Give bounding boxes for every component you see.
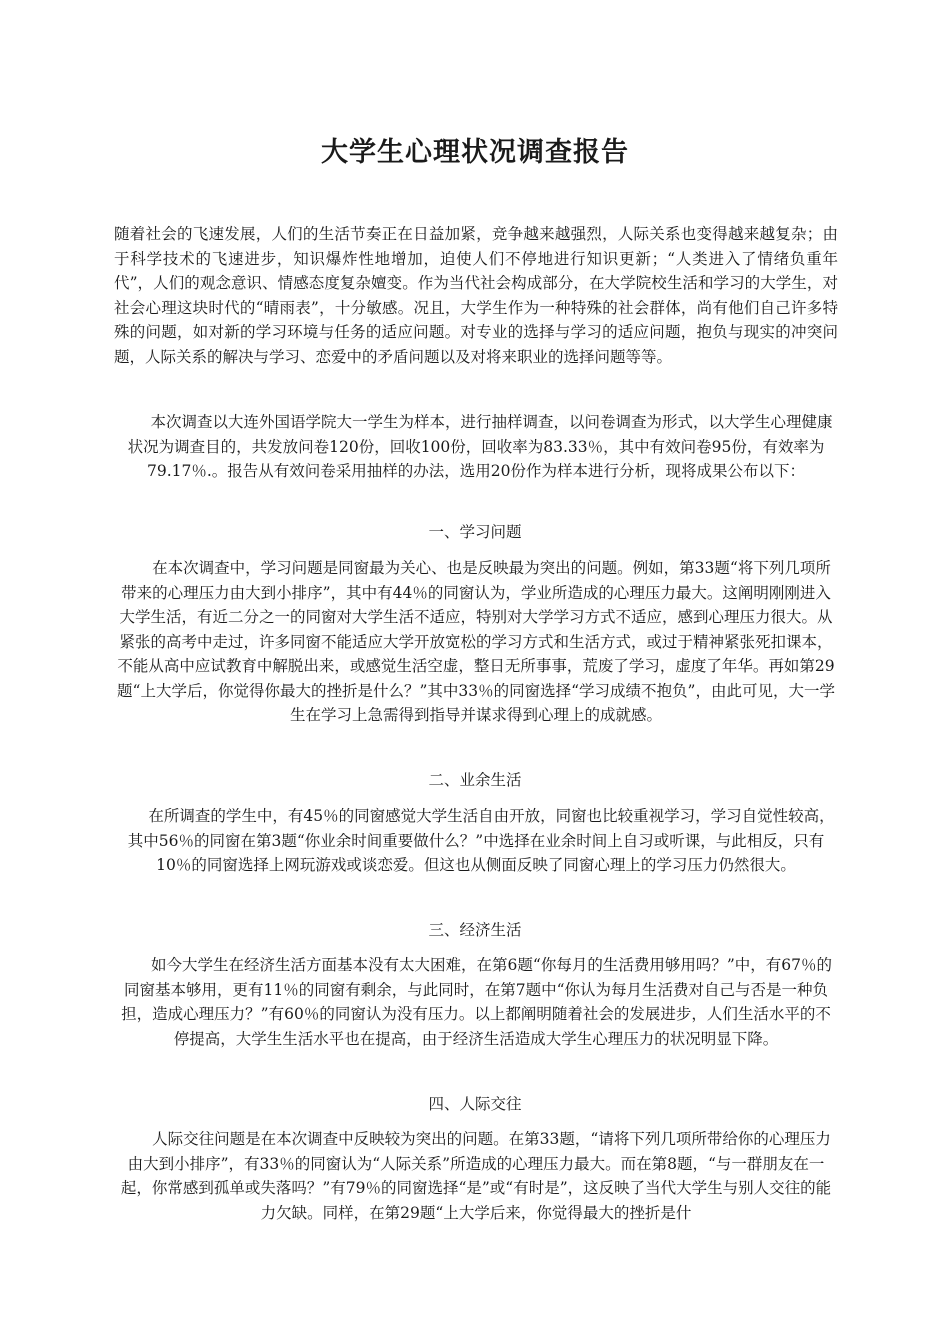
section-heading-leisure: 二、业余生活 [428, 771, 522, 789]
section-body-economy: 如今大学生在经济生活方面基本没有太大困难，在第6题“你每月的生活费用够用吗？”中，有67％的同窗基本够用，更有11％的同窗有剩余，与此同时，在第7题中“你认为每月生活费对自己与否是一种负担，造成心理压力？”有60％的同窗认为没有压力。以上都阐明随着社会的发展进步，人们生活水平的不停提高，大学生生活水平也在提高，由于经济生活造成大学生心理压力的状况明显下降。 [121, 956, 832, 1048]
section-body-leisure: 在所调查的学生中，有45％的同窗感觉大学生活自由开放，同窗也比较重视学习，学习自觉性较高，其中56％的同窗在第3题“你业余时间重要做什么？”中选择在业余时间上自习或听课，与此相反，只有10％的同窗选择上网玩游戏或谈恋爱。但这也从侧面反映了同窗心理上的学习压力仍然很大。 [127, 807, 835, 874]
section-body-study: 在本次调查中，学习问题是同窗最为关心、也是反映最为突出的问题。例如，第33题“将下列几项所带来的心理压力由大到小排序”，其中有44％的同窗认为，学业所造成的心理压力最大。这阐明刚刚进入大学生活，有近二分之一的同窗对大学生活不适应，特别对大学学习方式不适应，感到心理压力很大。从紧张的高考中走过，许多同窗不能适应大学开放宽松的学习方式和生活方式，或过于精神紧张死扣课本，不能从高中应试教育中解脱出来，或感觉生活空虚，整日无所事事，荒废了学习，虚度了年华。再如第29题“上大学后，你觉得你最大的挫折是什么？”其中33％的同窗选择“学习成绩不抱负”，由此可见，大一学生在学习上急需得到指导并谋求得到心理上的成就感。 [117, 559, 835, 724]
intro-paragraph: 随着社会的飞速发展，人们的生活节奏正在日益加紧，竞争越来越强烈，人际关系也变得越来越复杂；由于科学技术的飞速进步，知识爆炸性地增加，迫使人们不停地进行知识更新；“人类进入了情绪负重年代”，人们的观念意识、情感态度复杂嬗变。作为当代社会构成部分，在大学院校生活和学习的大学生，对社会心理这块时代的“晴雨表”，十分敏感。况且，大学生作为一种特殊的社会群体，尚有他们自己许多特殊的问题，如对新的学习环境与任务的适应问题。对专业的选择与学习的适应问题，抱负与现实的冲突问题，人际关系的解决与学习、恋爱中的矛盾问题以及对将来职业的选择问题等等。 [114, 225, 838, 366]
section-body-social: 人际交往问题是在本次调查中反映较为突出的问题。在第33题，“请将下列几项所带给你的心理压力由大到小排序”，有33％的同窗认为“人际关系”所造成的心理压力最大。而在第8题，“与一群朋友在一起，你常感到孤单或失落吗？”有79％的同窗选择“是”或“有时是”，这反映了当代大学生与别人交往的能力欠缺。同样，在第29题“上大学后来，你觉得最大的挫折是什 [120, 1130, 832, 1222]
method-paragraph: 本次调查以大连外国语学院大一学生为样本，进行抽样调查，以问卷调查为形式，以大学生心理健康状况为调查目的，共发放问卷120份，回收100份，回收率为83.33％，其中有效问卷95份，有效率为79.17％.。报告从有效问卷采用抽样的办法，选用20份作为样本进行分析，现将成果公布以下： [127, 413, 833, 480]
section-heading-economy: 三、经济生活 [428, 921, 522, 939]
section-heading-study: 一、学习问题 [428, 523, 522, 541]
document-title: 大学生心理状况调查报告 [321, 137, 629, 168]
section-heading-social: 四、人际交往 [428, 1095, 522, 1113]
